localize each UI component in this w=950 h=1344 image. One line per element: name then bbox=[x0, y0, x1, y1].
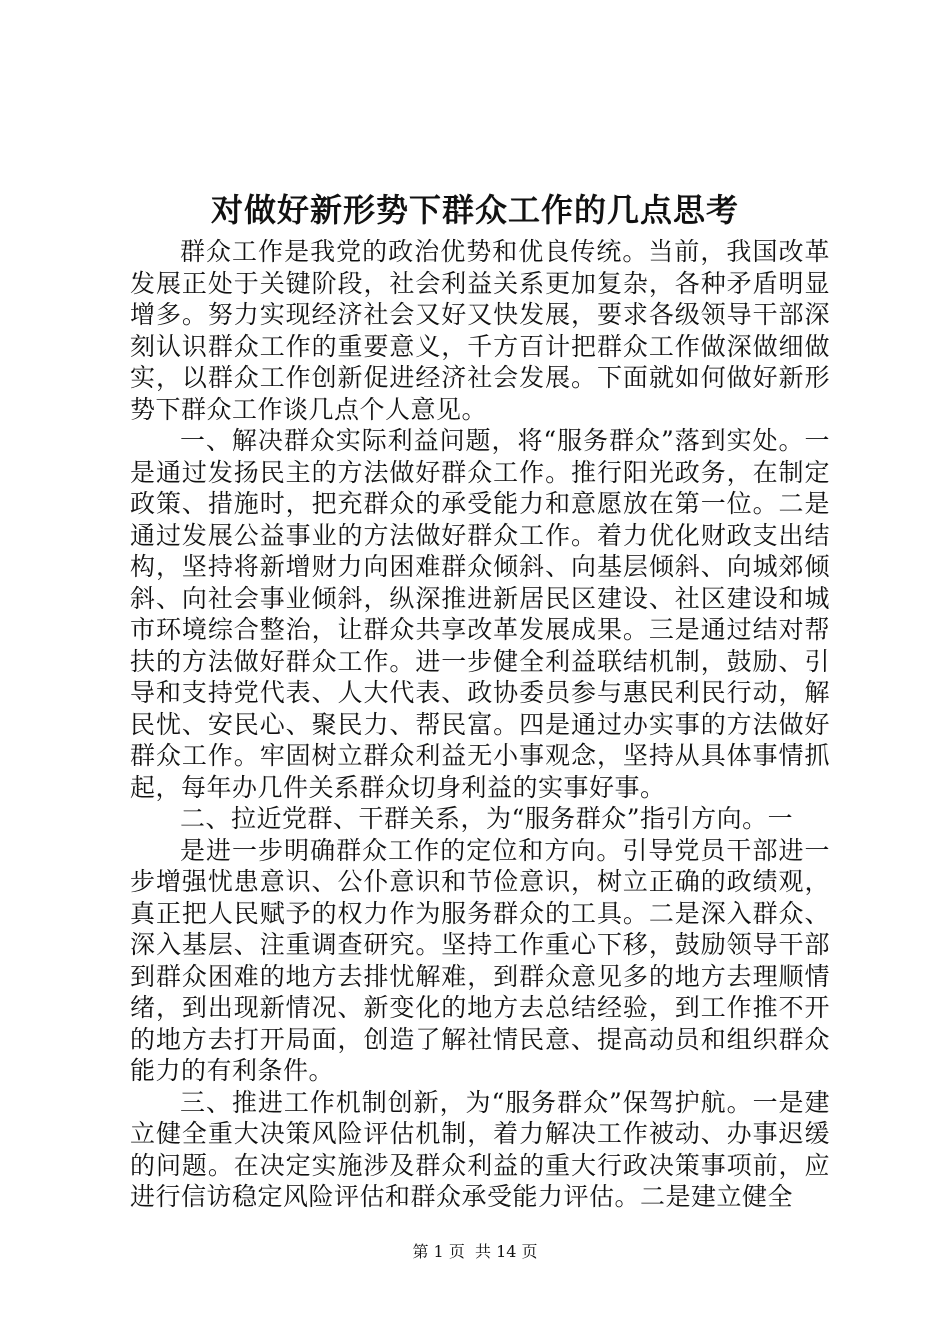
page-number-label: 第 1 页 共 14 页 bbox=[412, 1242, 538, 1261]
paragraph-section-1: 一、解决群众实际利益问题，将“服务群众”落到实处。一是通过发扬民主的方法做好群众工作。推行阳光政务，在制定政策、措施时，把充群众的承受能力和意愿放在第一位。二是通过发展公益事业的方法做好群众工作。着力优化财政支出结构，坚持将新增财力向困难群众倾斜、向基层倾斜、向城郊倾斜、向社会事业倾斜，纵深推进新居民区建设、社区建设和城市环境综合整治，让群众共享改革发展成果。三是通过结对帮扶的方法做好群众工作。进一步健全利益联结机制，鼓励、引导和支持党代表、人大代表、政协委员参与惠民利民行动，解民忧、安民心、聚民力、帮民富。四是通过办实事的方法做好群众工作。牢固树立群众利益无小事观念，坚持从具体事情抓起，每年办几件关系群众切身利益的实事好事。 bbox=[130, 426, 830, 802]
document-title: 对做好新形势下群众工作的几点思考 bbox=[210, 191, 739, 229]
paragraph-section-3: 三、推进工作机制创新，为“服务群众”保驾护航。一是建立健全重大决策风险评估机制，着力解决工作被动、办事迟缓的问题。在决定实施涉及群众利益的重大行政决策事项前，应进行信访稳定风险评估和群众承受能力评估。二是建立健全 bbox=[130, 1087, 830, 1211]
paragraph-section-2-heading: 二、拉近党群、干群关系，为“服务群众”指引方向。一 bbox=[180, 804, 794, 833]
paragraph-intro: 群众工作是我党的政治优势和优良传统。当前，我国改革发展正处于关键阶段，社会利益关系更加复杂，各种矛盾明显增多。努力实现经济社会又好又快发展，要求各级领导干部深刻认识群众工作的重要意义，千方百计把群众工作做深做细做实，以群众工作创新促进经济社会发展。下面就如何做好新形势下群众工作谈几点个人意见。 bbox=[130, 237, 830, 424]
paragraph-section-2-body: 是进一步明确群众工作的定位和方向。引导党员干部进一步增强忧患意识、公仆意识和节俭意识，树立正确的政绩观，真正把人民赋予的权力作为服务群众的工具。二是深入群众、深入基层、注重调查研究。坚持工作重心下移，鼓励领导干部到群众困难的地方去排忧解难，到群众意见多的地方去理顺情绪，到出现新情况、新变化的地方去总结经验，到工作推不开的地方去打开局面，创造了解社情民意、提高动员和组织群众能力的有利条件。 bbox=[130, 835, 830, 1085]
document-body bbox=[130, 236, 830, 1213]
page-footer bbox=[0, 1240, 950, 1264]
